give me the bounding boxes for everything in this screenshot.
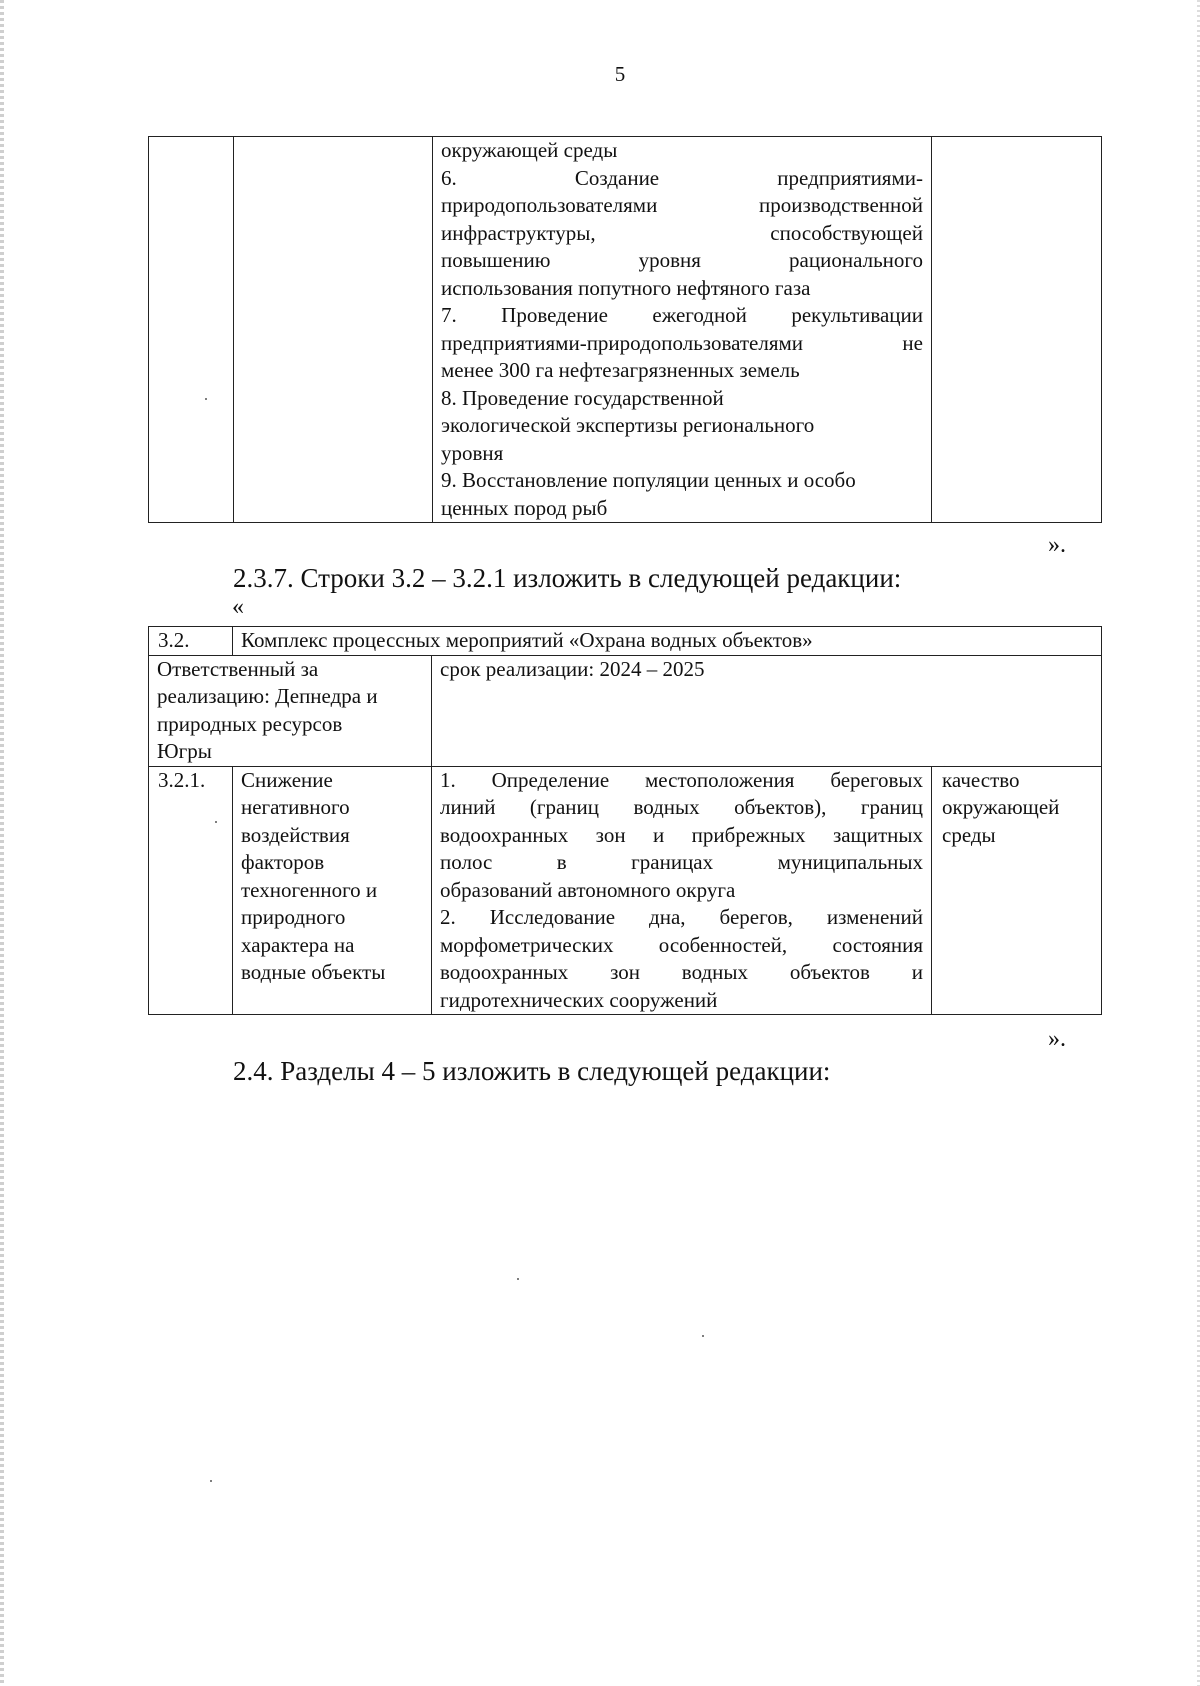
text-line: 9. Восстановление популяции ценных и особо: [441, 468, 856, 492]
page-number: 5: [614, 62, 626, 86]
table1-cell-indicator: [932, 137, 1102, 523]
table-row: [149, 655, 1102, 766]
text-line: природопользователями производственной: [441, 193, 923, 217]
text-line: линий (границ водных объектов), границ: [440, 795, 923, 819]
text-line: окружающей: [942, 795, 1060, 819]
text-line: факторов: [241, 850, 325, 874]
text-line: 8. Проведение государственной: [441, 385, 724, 410]
row-number: 3.2.: [149, 627, 233, 656]
text-line: 2. Исследование дна, берегов, изменений: [440, 905, 923, 929]
text-line: характера на: [241, 932, 355, 957]
text-line: ценных пород рыб: [441, 495, 608, 520]
section-heading-2-4: 2.4. Разделы 4 – 5 изложить в следующей редакции:: [233, 1056, 831, 1086]
text-line: Ответственный за: [157, 656, 319, 681]
text-line: инфраструктуры, способствующей: [441, 220, 923, 245]
table-row: [149, 137, 1102, 523]
table-rows-3-2: [148, 626, 1102, 1015]
table1-cell-task: [234, 137, 433, 523]
closing-quote: ».: [1048, 532, 1066, 558]
text-line: реализацию: Депнедра и: [157, 684, 378, 708]
table-row: [149, 766, 1102, 1015]
text-line: 7. Проведение ежегодной рекультивации: [441, 303, 923, 327]
text-line: повышению уровня рационального: [441, 248, 923, 272]
text-line: 1. Определение местоположения береговых: [440, 767, 923, 792]
scan-speck: [702, 1335, 704, 1337]
text-line: техногенного и: [241, 877, 378, 902]
measures-cell: [432, 766, 932, 1015]
text-line: гидротехнических сооружений: [440, 987, 718, 1012]
scan-speck: [517, 1278, 519, 1280]
scan-edge-left: [0, 0, 4, 1686]
text-line: образований автономного округа: [440, 877, 736, 902]
text-line: водные объекты: [241, 960, 386, 984]
indicator-cell: [932, 766, 1102, 1015]
table-row: [149, 627, 1102, 656]
scan-speck: [205, 398, 207, 400]
section-heading-2-3-7: 2.3.7. Строки 3.2 – 3.2.1 изложить в следующей редакции:: [233, 563, 902, 593]
text-line: негативного: [241, 795, 350, 819]
complex-title: Комплекс процессных мероприятий «Охрана водных объектов»: [233, 627, 1102, 656]
table1-cell-measures: [433, 137, 932, 523]
text-line: менее 300 га нефтезагрязненных земель: [441, 358, 800, 382]
text-line: морфометрических особенностей, состояния: [440, 932, 923, 957]
text-line: водоохранных зон водных объектов и: [440, 960, 923, 984]
text-line: уровня: [441, 440, 504, 465]
text-line: экологической экспертизы регионального: [441, 413, 815, 437]
row-number: 3.2.1.: [149, 766, 233, 1015]
responsible-cell: [149, 655, 432, 766]
text-line: использования попутного нефтяного газа: [441, 275, 811, 300]
text-line: Югры: [157, 739, 212, 763]
text-line: качество: [942, 767, 1020, 792]
text-line: водоохранных зон и прибрежных защитных: [440, 822, 923, 847]
period-cell: срок реализации: 2024 – 2025: [432, 655, 1102, 766]
text-line: 6. Создание предприятиями-: [441, 165, 923, 190]
task-cell: [233, 766, 432, 1015]
table1-cell-number: [149, 137, 234, 523]
table-continuation: [148, 136, 1102, 523]
closing-quote: ».: [1048, 1026, 1066, 1052]
scan-speck: [210, 1480, 212, 1482]
text-line: природного: [241, 905, 346, 929]
text-line: воздействия: [241, 822, 350, 847]
text-line: полос в границах муниципальных: [440, 850, 923, 874]
text-line: Снижение: [241, 767, 333, 792]
text-line: окружающей среды: [441, 138, 618, 162]
text-line: природных ресурсов: [157, 711, 343, 736]
opening-quote: «: [232, 594, 244, 620]
text-line: среды: [942, 822, 996, 847]
scan-speck: [215, 821, 217, 823]
text-line: предприятиями-природопользователями не: [441, 330, 923, 355]
